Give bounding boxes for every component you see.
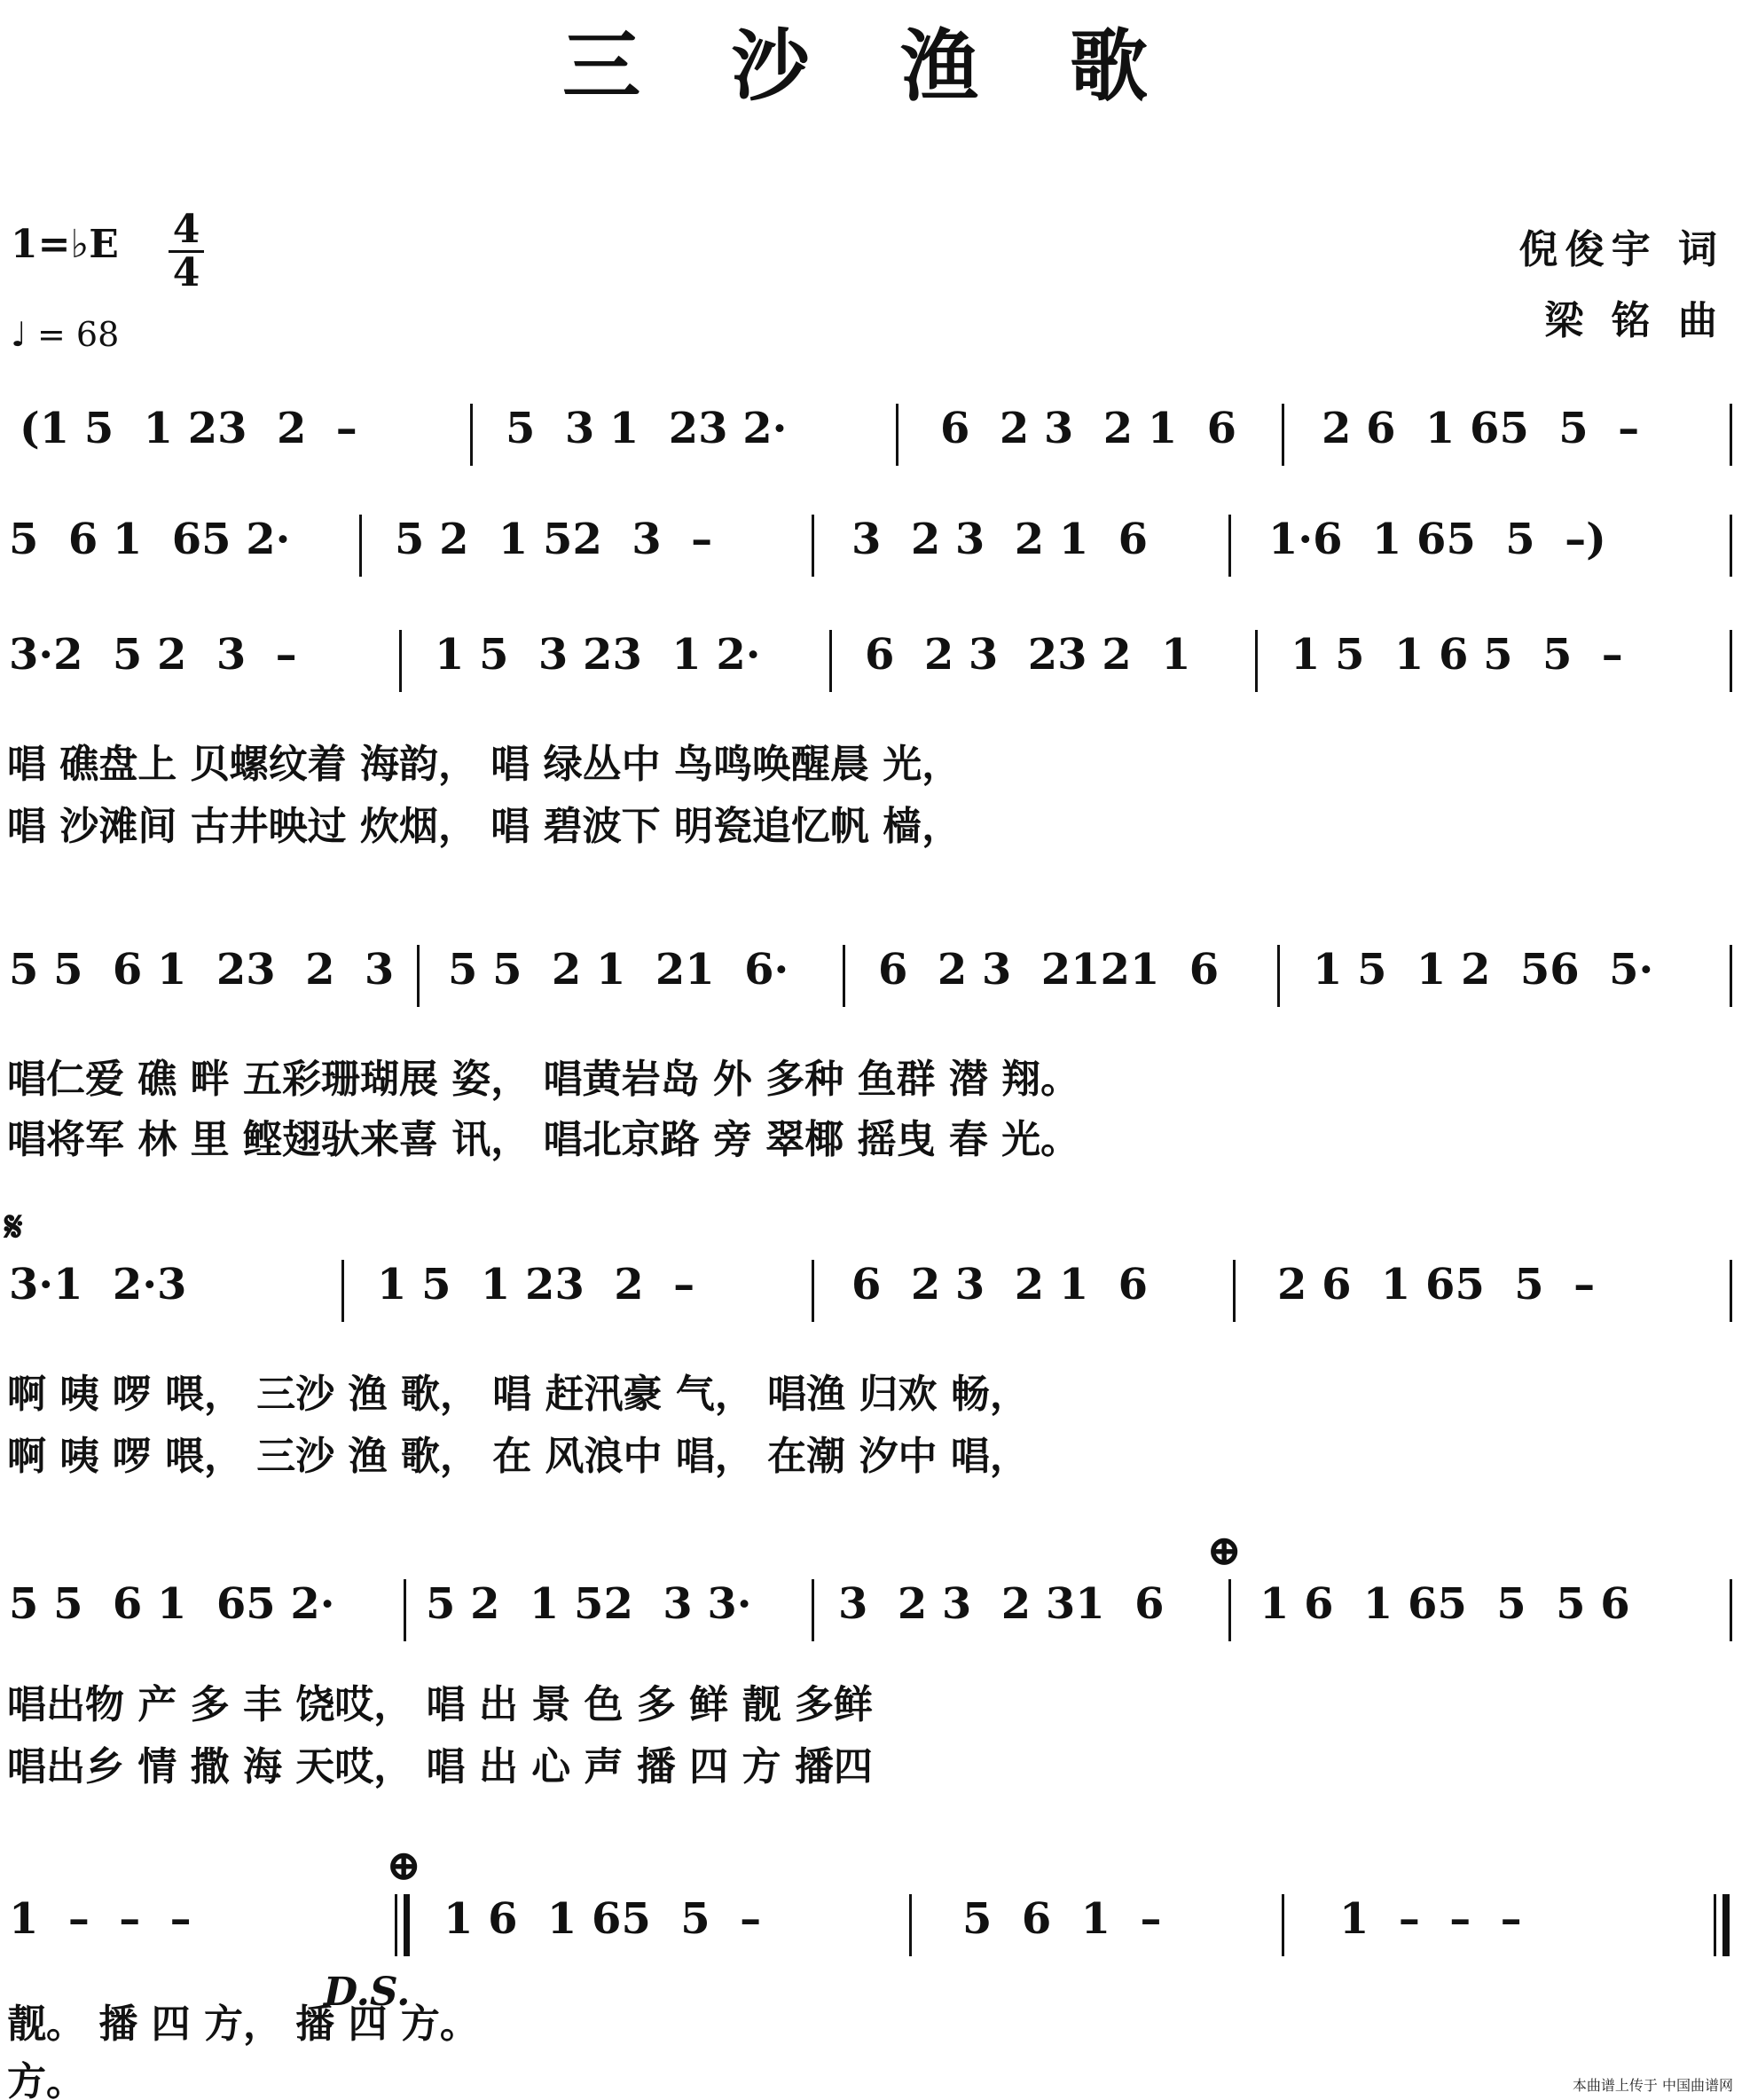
barline xyxy=(1730,404,1732,466)
lyric-line-4b: 唱出乡 情 撒 海 天哎， 唱 出 心 声 播 四 方 播四 xyxy=(7,1744,873,1789)
lyric-line-5a: 靓。 播 四 方， 播 四 方。 xyxy=(7,2002,479,2047)
barline xyxy=(1730,515,1732,577)
measure: 1·6 1 65 5 –) xyxy=(1268,515,1606,564)
barline xyxy=(1255,630,1258,692)
measure: 1 – – – xyxy=(9,1894,192,1944)
barline xyxy=(1277,945,1280,1007)
barline xyxy=(1282,1894,1284,1956)
lyric-line-1a: 唱 礁盘上 贝螺纹着 海韵， 唱 绿丛中 鸟鸣唤醒晨 光， xyxy=(7,742,961,787)
measure: 5 6 1 65 2· xyxy=(9,515,291,564)
barline xyxy=(1233,1260,1236,1322)
final-barline-thick xyxy=(1722,1894,1730,1956)
lyric-line-2b: 唱将军 林 里 鲣翅驮来喜 讯， 唱北京路 旁 翠椰 摇曳 春 光。 xyxy=(7,1117,1080,1162)
measure: 1 – – – xyxy=(1339,1894,1522,1944)
time-signature-top: 4 xyxy=(172,207,200,252)
measure: 1 5 3 23 1 2· xyxy=(435,630,761,680)
measure: 2 6 1 65 5 – xyxy=(1277,1260,1596,1310)
coda-sign-2: ⊕ xyxy=(386,1841,422,1891)
lyric-line-3b: 啊 咦 啰 喂， 三沙 渔 歌， 在 风浪中 唱， 在潮 汐中 唱， xyxy=(7,1434,1029,1479)
barline xyxy=(812,515,814,577)
measure: (1 5 1 23 2 – xyxy=(20,404,357,453)
repeat-end-barline xyxy=(395,1894,397,1956)
measure: 2 6 1 65 5 – xyxy=(1322,404,1640,453)
measure: 6 2 3 23 2 1 xyxy=(865,630,1191,680)
measure: 1 5 1 23 2 – xyxy=(377,1260,695,1310)
barline xyxy=(341,1260,344,1322)
measure: 1 5 1 6 5 5 – xyxy=(1291,630,1623,680)
staff-row-3 xyxy=(0,630,1742,692)
measure: 3 2 3 2 31 6 xyxy=(838,1579,1165,1629)
barline xyxy=(896,404,898,466)
staff-row-1 xyxy=(0,404,1742,466)
staff-row-4 xyxy=(0,945,1742,1007)
segno-sign: 𝄋 xyxy=(4,1202,23,1252)
staff-row-2 xyxy=(0,515,1742,577)
measure: 3 2 3 2 1 6 xyxy=(851,515,1149,564)
barline xyxy=(812,1579,814,1641)
measure: 5 5 6 1 65 2· xyxy=(9,1579,335,1629)
tempo-marking: ♩ = 68 xyxy=(11,315,120,354)
measure: 5 2 1 52 3 – xyxy=(395,515,713,564)
lyric-line-5b: 方。 xyxy=(7,2059,85,2100)
final-barline xyxy=(1714,1894,1716,1956)
staff-row-6 xyxy=(0,1579,1742,1641)
measure: 5 3 1 23 2· xyxy=(506,404,788,453)
measure: 6 2 3 2 1 6 xyxy=(851,1260,1149,1310)
barline xyxy=(1228,515,1231,577)
measure: 5 5 2 1 21 6· xyxy=(448,945,789,995)
repeat-end-barline-thick xyxy=(404,1894,410,1956)
key-signature: 1=♭E xyxy=(11,222,119,267)
measure: 6 2 3 2121 6 xyxy=(878,945,1220,995)
measure: 5 6 1 – xyxy=(962,1894,1162,1944)
lyric-line-2a: 唱仁爱 礁 畔 五彩珊瑚展 姿， 唱黄岩岛 外 多种 鱼群 潜 翔。 xyxy=(7,1057,1080,1102)
barline xyxy=(1730,1260,1732,1322)
time-signature xyxy=(169,207,204,295)
measure: 5 5 6 1 23 2 3 xyxy=(9,945,395,995)
measure: 1 6 1 65 5 – xyxy=(443,1894,762,1944)
barline xyxy=(1730,630,1732,692)
barline xyxy=(1730,945,1732,1007)
lyric-line-3a: 啊 咦 啰 喂， 三沙 渔 歌， 唱 赶汛豪 气， 唱渔 归欢 畅， xyxy=(7,1372,1029,1417)
measure: 6 2 3 2 1 6 xyxy=(940,404,1237,453)
time-signature-bottom: 4 xyxy=(172,250,200,295)
barline xyxy=(1282,404,1284,466)
barline xyxy=(1228,1579,1231,1641)
barline xyxy=(417,945,420,1007)
barline xyxy=(1730,1579,1732,1641)
measure: 1 6 1 65 5 5 6 xyxy=(1259,1579,1630,1629)
coda-sign: ⊕ xyxy=(1206,1526,1243,1576)
barline xyxy=(909,1894,912,1956)
barline xyxy=(399,630,402,692)
lyric-line-1b: 唱 沙滩间 古井映过 炊烟， 唱 碧波下 明瓷追忆帆 樯， xyxy=(7,804,961,849)
upload-credit: 本曲谱上传于 中国曲谱网 xyxy=(1572,2077,1733,2094)
barline xyxy=(829,630,832,692)
staff-row-5 xyxy=(0,1260,1742,1322)
barline xyxy=(470,404,473,466)
composer-credit: 梁 铭 曲 xyxy=(1544,298,1724,343)
lyric-line-4a: 唱出物 产 多 丰 饶哎， 唱 出 景 色 多 鲜 靓 多鲜 xyxy=(7,1682,873,1727)
barline xyxy=(404,1579,406,1641)
measure: 1 5 1 2 56 5· xyxy=(1313,945,1654,995)
barline xyxy=(359,515,362,577)
measure: 5 2 1 52 3 3· xyxy=(426,1579,752,1629)
staff-row-7 xyxy=(0,1894,1742,1956)
song-title: 三 沙 渔 歌 xyxy=(562,20,1180,112)
measure: 3·2 5 2 3 – xyxy=(9,630,297,680)
barline xyxy=(843,945,845,1007)
lyricist-credit: 倪俊宇 词 xyxy=(1518,227,1724,272)
barline xyxy=(812,1260,814,1322)
dal-segno-marking: D.S. xyxy=(324,1970,411,2015)
measure: 3·1 2·3 xyxy=(9,1260,187,1310)
